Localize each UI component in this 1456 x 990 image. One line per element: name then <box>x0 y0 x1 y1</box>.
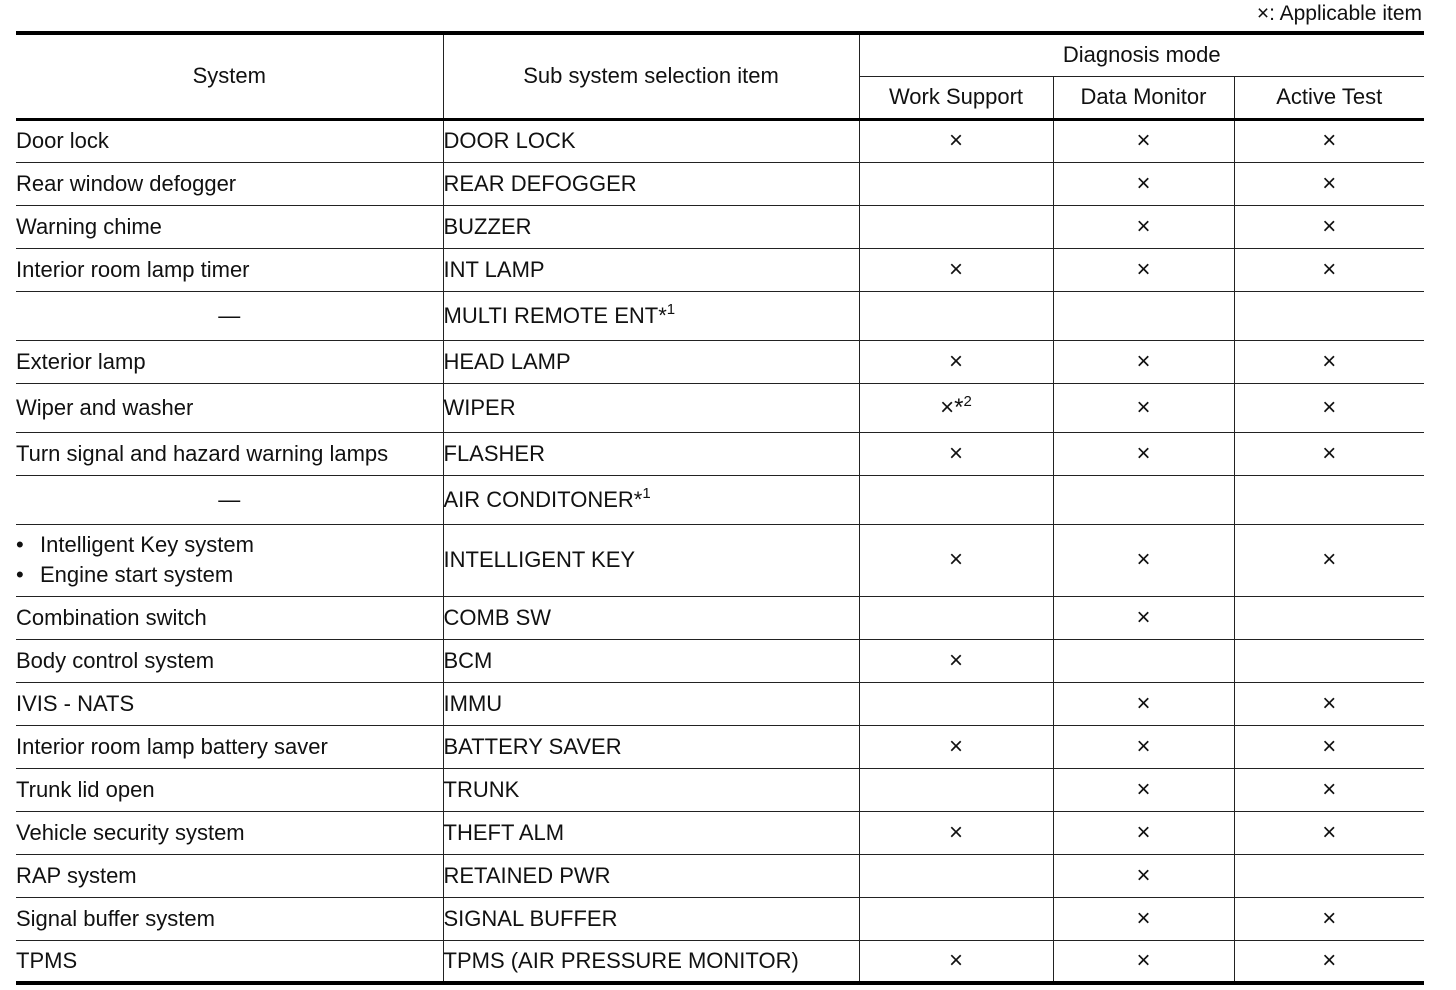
active-test-cell <box>1234 383 1424 432</box>
applicable-mark: × <box>1322 946 1337 974</box>
active-test-cell <box>1234 475 1424 524</box>
applicable-mark: × <box>948 732 963 760</box>
system-cell: Trunk lid open <box>16 768 443 811</box>
table-row <box>16 768 1424 811</box>
active-test-cell <box>1234 768 1424 811</box>
sub-system-cell <box>443 432 859 475</box>
applicable-mark: × <box>1322 169 1337 197</box>
sub-system-label: BATTERY SAVER <box>443 733 622 759</box>
data-monitor-cell <box>1053 639 1234 682</box>
active-test-cell <box>1234 596 1424 639</box>
sub-system-cell <box>443 725 859 768</box>
system-cell: Body control system <box>16 639 443 682</box>
data-monitor-cell <box>1053 725 1234 768</box>
table-row <box>16 248 1424 291</box>
system-cell: RAP system <box>16 854 443 897</box>
data-monitor-cell <box>1053 340 1234 383</box>
applicable-mark: × <box>948 127 963 154</box>
work-support-cell <box>859 291 1053 340</box>
data-monitor-cell <box>1053 811 1234 854</box>
system-cell: IVIS - NATS <box>16 682 443 725</box>
sub-system-label: WIPER <box>443 394 516 420</box>
sub-system-label: AIR CONDITONER* <box>443 486 643 512</box>
applicable-mark: × <box>948 818 963 846</box>
table-body <box>16 119 1424 983</box>
work-support-cell <box>859 940 1053 983</box>
table-row <box>16 897 1424 940</box>
applicable-mark: × <box>1136 904 1151 932</box>
applicable-mark: × <box>1322 439 1337 467</box>
sub-system-cell <box>443 383 859 432</box>
table-row <box>16 432 1424 475</box>
work-support-cell <box>859 119 1053 162</box>
work-support-cell <box>859 524 1053 596</box>
applicable-mark: × <box>1322 546 1337 573</box>
sub-system-label: THEFT ALM <box>443 819 565 845</box>
sub-system-cell <box>443 811 859 854</box>
applicable-mark: × <box>1136 861 1151 889</box>
work-support-cell <box>859 854 1053 897</box>
active-test-cell <box>1234 725 1424 768</box>
active-test-cell <box>1234 897 1424 940</box>
active-test-cell <box>1234 854 1424 897</box>
table-row <box>16 811 1424 854</box>
work-support-cell <box>859 248 1053 291</box>
system-cell: Wiper and washer <box>16 383 443 432</box>
header-sub-system: Sub system selection item <box>443 33 859 119</box>
applicable-mark: × <box>1322 393 1337 421</box>
sub-system-cell <box>443 475 859 524</box>
sub-system-cell <box>443 248 859 291</box>
table-row <box>16 682 1424 725</box>
sub-system-cell <box>443 596 859 639</box>
sub-system-cell <box>443 854 859 897</box>
work-support-cell <box>859 383 1053 432</box>
work-support-cell <box>859 432 1053 475</box>
applicable-item-legend: ×: Applicable item <box>1256 2 1422 25</box>
sub-system-label: HEAD LAMP <box>443 348 571 374</box>
footnote-ref: 2 <box>963 392 972 410</box>
header-active-test: Active Test <box>1234 76 1424 119</box>
active-test-cell <box>1234 639 1424 682</box>
data-monitor-cell <box>1053 291 1234 340</box>
sub-system-cell <box>443 682 859 725</box>
data-monitor-cell <box>1053 432 1234 475</box>
applicable-mark: × <box>1136 603 1151 631</box>
applicable-mark: ×* <box>940 393 964 421</box>
table-row <box>16 383 1424 432</box>
applicable-mark: × <box>948 646 963 674</box>
work-support-cell <box>859 682 1053 725</box>
active-test-cell <box>1234 524 1424 596</box>
work-support-cell <box>859 897 1053 940</box>
data-monitor-cell <box>1053 162 1234 205</box>
work-support-cell <box>859 162 1053 205</box>
active-test-cell <box>1234 162 1424 205</box>
header-data-monitor: Data Monitor <box>1053 76 1234 119</box>
sub-system-cell <box>443 940 859 983</box>
table-row <box>16 205 1424 248</box>
active-test-cell <box>1234 340 1424 383</box>
applicable-mark: × <box>1136 818 1151 846</box>
active-test-cell <box>1234 432 1424 475</box>
sub-system-label: MULTI REMOTE ENT* <box>443 302 667 328</box>
table-row <box>16 119 1424 162</box>
sub-system-label: INT LAMP <box>443 256 545 282</box>
applicable-mark: × <box>1322 127 1337 154</box>
work-support-cell <box>859 768 1053 811</box>
work-support-cell <box>859 596 1053 639</box>
system-cell: Interior room lamp battery saver <box>16 725 443 768</box>
active-test-cell <box>1234 940 1424 983</box>
system-cell: Door lock <box>16 119 443 162</box>
sub-system-cell <box>443 205 859 248</box>
data-monitor-cell <box>1053 940 1234 983</box>
sub-system-label: COMB SW <box>443 604 552 630</box>
active-test-cell <box>1234 248 1424 291</box>
data-monitor-cell <box>1053 854 1234 897</box>
system-bullet-item: • Intelligent Key system <box>16 530 443 560</box>
system-cell: Signal buffer system <box>16 897 443 940</box>
data-monitor-cell <box>1053 524 1234 596</box>
applicable-mark: × <box>1136 775 1151 803</box>
work-support-cell <box>859 639 1053 682</box>
sub-system-cell <box>443 768 859 811</box>
data-monitor-cell <box>1053 768 1234 811</box>
data-monitor-cell <box>1053 119 1234 162</box>
applicable-mark: × <box>1322 732 1337 760</box>
applicable-mark: × <box>1136 255 1151 283</box>
sub-system-label: REAR DEFOGGER <box>443 170 637 196</box>
applicable-mark: × <box>1136 689 1151 717</box>
system-cell: — <box>16 475 443 524</box>
applicable-mark: × <box>948 546 963 573</box>
applicable-mark: × <box>1322 212 1337 240</box>
data-monitor-cell <box>1053 475 1234 524</box>
footnote-ref: 1 <box>666 300 676 318</box>
table-row <box>16 596 1424 639</box>
header-system: System <box>16 33 443 119</box>
sub-system-label: TPMS (AIR PRESSURE MONITOR) <box>443 947 799 973</box>
sub-system-cell <box>443 639 859 682</box>
table-row <box>16 162 1424 205</box>
sub-system-label: FLASHER <box>443 440 545 466</box>
sub-system-label: IMMU <box>443 690 503 716</box>
system-cell: Vehicle security system <box>16 811 443 854</box>
work-support-cell <box>859 205 1053 248</box>
applicable-mark: × <box>1136 169 1151 197</box>
applicable-mark: × <box>1322 775 1337 803</box>
system-cell: — <box>16 291 443 340</box>
sub-system-label: BUZZER <box>443 213 532 239</box>
system-bullet-list <box>16 530 443 590</box>
footnote-ref: 1 <box>642 484 651 502</box>
applicable-mark: × <box>948 946 963 974</box>
system-cell: Rear window defogger <box>16 162 443 205</box>
sub-system-label: INTELLIGENT KEY <box>443 547 636 572</box>
active-test-cell <box>1234 291 1424 340</box>
sub-system-cell <box>443 162 859 205</box>
table-row <box>16 475 1424 524</box>
system-cell <box>16 524 443 596</box>
sub-system-cell <box>443 291 859 340</box>
sub-system-cell <box>443 340 859 383</box>
system-cell: Interior room lamp timer <box>16 248 443 291</box>
applicable-mark: × <box>1136 546 1151 573</box>
system-cell: TPMS <box>16 940 443 983</box>
applicable-mark: × <box>948 347 963 375</box>
data-monitor-cell <box>1053 248 1234 291</box>
header-diagnosis-mode: Diagnosis mode <box>859 33 1424 76</box>
table-row <box>16 340 1424 383</box>
applicable-mark: × <box>1322 689 1337 717</box>
work-support-cell <box>859 725 1053 768</box>
applicable-mark: × <box>1322 818 1337 846</box>
applicable-mark: × <box>1136 946 1151 974</box>
system-cell: Warning chime <box>16 205 443 248</box>
table-row <box>16 639 1424 682</box>
applicable-mark: × <box>1322 255 1337 283</box>
system-bullet-item: • Engine start system <box>16 560 443 590</box>
data-monitor-cell <box>1053 383 1234 432</box>
applicable-mark: × <box>1136 127 1151 154</box>
active-test-cell <box>1234 205 1424 248</box>
diagnosis-mode-table <box>16 31 1424 985</box>
header-work-support: Work Support <box>859 76 1053 119</box>
applicable-mark: × <box>1322 904 1337 932</box>
table-row <box>16 725 1424 768</box>
work-support-cell <box>859 340 1053 383</box>
data-monitor-cell <box>1053 897 1234 940</box>
sub-system-label: RETAINED PWR <box>443 862 611 888</box>
sub-system-cell <box>443 524 859 596</box>
table-row <box>16 854 1424 897</box>
system-cell: Exterior lamp <box>16 340 443 383</box>
applicable-mark: × <box>948 255 963 283</box>
table-row <box>16 291 1424 340</box>
sub-system-label: SIGNAL BUFFER <box>443 905 618 931</box>
data-monitor-cell <box>1053 205 1234 248</box>
active-test-cell <box>1234 682 1424 725</box>
applicable-mark: × <box>1136 732 1151 760</box>
active-test-cell <box>1234 119 1424 162</box>
applicable-mark: × <box>1136 393 1151 421</box>
data-monitor-cell <box>1053 596 1234 639</box>
system-cell: Combination switch <box>16 596 443 639</box>
system-cell: Turn signal and hazard warning lamps <box>16 432 443 475</box>
applicable-mark: × <box>1136 212 1151 240</box>
work-support-cell <box>859 811 1053 854</box>
active-test-cell <box>1234 811 1424 854</box>
applicable-mark: × <box>1322 347 1337 375</box>
sub-system-cell <box>443 119 859 162</box>
table-row <box>16 940 1424 983</box>
sub-system-label: BCM <box>443 647 493 673</box>
table-row <box>16 524 1424 596</box>
applicable-mark: × <box>1136 439 1151 467</box>
applicable-mark: × <box>948 439 963 467</box>
data-monitor-cell <box>1053 682 1234 725</box>
sub-system-label: DOOR LOCK <box>443 128 576 153</box>
sub-system-cell <box>443 897 859 940</box>
applicable-mark: × <box>1136 347 1151 375</box>
work-support-cell <box>859 475 1053 524</box>
sub-system-label: TRUNK <box>443 776 520 802</box>
